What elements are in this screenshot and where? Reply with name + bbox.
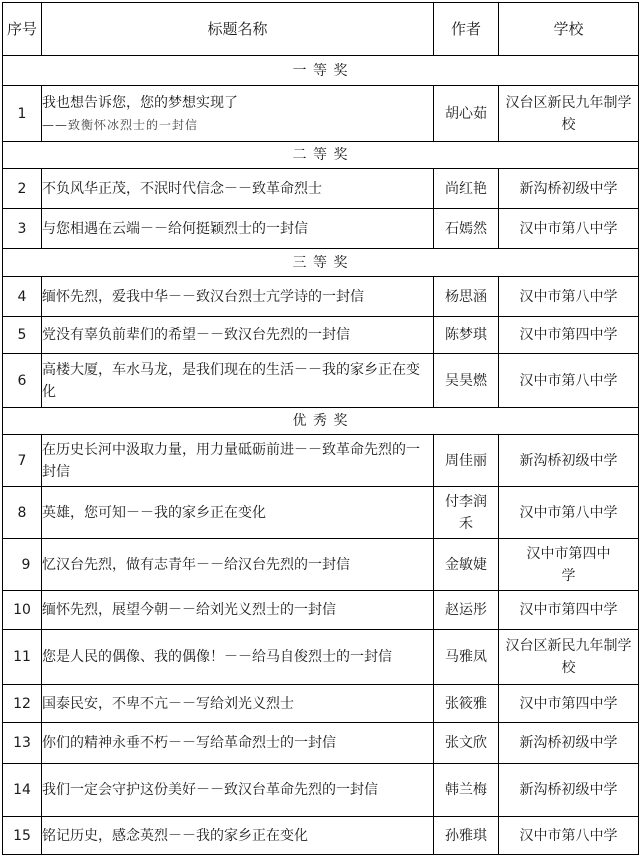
- table-header-row: [3, 3, 639, 56]
- table-row: [3, 591, 639, 630]
- row-author: 金敏婕: [434, 539, 499, 591]
- table-row: [3, 685, 639, 723]
- row-title: 在历史长河中汲取力量，用力量砥砺前进－－致革命先烈的一封信: [42, 435, 434, 487]
- table-row: [3, 354, 639, 408]
- row-num: 11: [3, 630, 42, 685]
- table-row: [3, 209, 639, 249]
- row-title: 我们一定会守护这份美好－－致汉台革命先烈的一封信: [42, 764, 434, 817]
- table-row: [3, 86, 639, 142]
- row-author: 胡心茹: [434, 86, 499, 142]
- row-school: 汉中市第八中学: [499, 209, 639, 249]
- row-num: 3: [3, 209, 42, 249]
- row-school: 汉中市第四中学: [499, 591, 639, 630]
- row-title: 您是人民的偶像、我的偶像！－－给马自俊烈士的一封信: [42, 630, 434, 685]
- row-title: 铭记历史，感念英烈－－我的家乡正在变化: [42, 817, 434, 855]
- section-row: [3, 56, 639, 86]
- row-num: 2: [3, 169, 42, 209]
- row-num: 15: [3, 817, 42, 855]
- row-school: 汉中市第四中学: [499, 685, 639, 723]
- row-school: 汉中市第八中学: [499, 354, 639, 408]
- section-title: 优 秀 奖: [3, 408, 639, 435]
- section-title: 二 等 奖: [3, 142, 639, 169]
- row-school: 新沟桥初级中学: [499, 435, 639, 487]
- table-row: [3, 630, 639, 685]
- row-num: 8: [3, 487, 42, 539]
- row-num: 12: [3, 685, 42, 723]
- row-num: 10: [3, 591, 42, 630]
- row-author: 周佳丽: [434, 435, 499, 487]
- row-author: 张文欣: [434, 723, 499, 764]
- header-title: 标题名称: [42, 3, 434, 56]
- row-title: 国泰民安，不卑不亢－－写给刘光义烈士: [42, 685, 434, 723]
- row-school: 新沟桥初级中学: [499, 764, 639, 817]
- row-school: 汉中市第四中学: [499, 317, 639, 354]
- row-title: 我也想告诉您，您的梦想实现了 ——致衡怀冰烈士的一封信: [42, 86, 434, 142]
- table-row: [3, 817, 639, 855]
- header-school: 学校: [499, 3, 639, 56]
- table-row: [3, 487, 639, 539]
- row-num: 13: [3, 723, 42, 764]
- section-title: 三 等 奖: [3, 249, 639, 277]
- row-author: 孙雅琪: [434, 817, 499, 855]
- row-title: 忆汉台先烈，做有志青年－－给汉台先烈的一封信: [42, 539, 434, 591]
- row-num: 9: [3, 539, 42, 591]
- row-school: 新沟桥初级中学: [499, 723, 639, 764]
- table-row: [3, 277, 639, 317]
- row-school: 汉中市第八中学: [499, 817, 639, 855]
- row-num: 14: [3, 764, 42, 817]
- row-title: 与您相遇在云端－－给何挺颖烈士的一封信: [42, 209, 434, 249]
- row-school: 新沟桥初级中学: [499, 169, 639, 209]
- section-row: [3, 142, 639, 169]
- row-num: 4: [3, 277, 42, 317]
- section-row: [3, 249, 639, 277]
- row-school: 汉中市第八中学: [499, 487, 639, 539]
- row-author: 付李润禾: [434, 487, 499, 539]
- row-school: 汉台区新民九年制学校: [499, 630, 639, 685]
- row-num: 5: [3, 317, 42, 354]
- row-num: 1: [3, 86, 42, 142]
- row-title: 不负风华正茂，不泯时代信念－－致革命烈士: [42, 169, 434, 209]
- row-school: 汉中市第四中学: [499, 539, 639, 591]
- section-title: 一 等 奖: [3, 56, 639, 86]
- row-title: 英雄，您可知－－我的家乡正在变化: [42, 487, 434, 539]
- row-num: 6: [3, 354, 42, 408]
- row-title: 缅怀先烈，展望今朝－－给刘光义烈士的一封信: [42, 591, 434, 630]
- table-row: [3, 435, 639, 487]
- header-num: 序号: [3, 3, 42, 56]
- row-subtitle: ——致衡怀冰烈士的一封信: [42, 117, 199, 132]
- table-row: [3, 723, 639, 764]
- row-author: 尚红艳: [434, 169, 499, 209]
- row-author: 马雅凤: [434, 630, 499, 685]
- row-author: 石嫣然: [434, 209, 499, 249]
- table-row: [3, 317, 639, 354]
- row-author: 韩兰梅: [434, 764, 499, 817]
- table-row: [3, 539, 639, 591]
- row-school: 汉台区新民九年制学校: [499, 86, 639, 142]
- row-author: 赵运彤: [434, 591, 499, 630]
- row-num: 7: [3, 435, 42, 487]
- row-school: 汉中市第八中学: [499, 277, 639, 317]
- table-row: [3, 169, 639, 209]
- row-title: 缅怀先烈，爱我中华－－致汉台烈士亢学诗的一封信: [42, 277, 434, 317]
- header-author: 作者: [434, 3, 499, 56]
- row-title: 高楼大厦，车水马龙，是我们现在的生活－－我的家乡正在变化: [42, 354, 434, 408]
- row-author: 陈梦琪: [434, 317, 499, 354]
- table-row: [3, 764, 639, 817]
- row-author: 张筱雅: [434, 685, 499, 723]
- row-title: 你们的精神永垂不朽－－写给革命烈士的一封信: [42, 723, 434, 764]
- row-title: 党没有辜负前辈们的希望－－致汉台先烈的一封信: [42, 317, 434, 354]
- section-row: [3, 408, 639, 435]
- award-table: [2, 2, 639, 855]
- row-author: 吴昊燃: [434, 354, 499, 408]
- row-author: 杨思涵: [434, 277, 499, 317]
